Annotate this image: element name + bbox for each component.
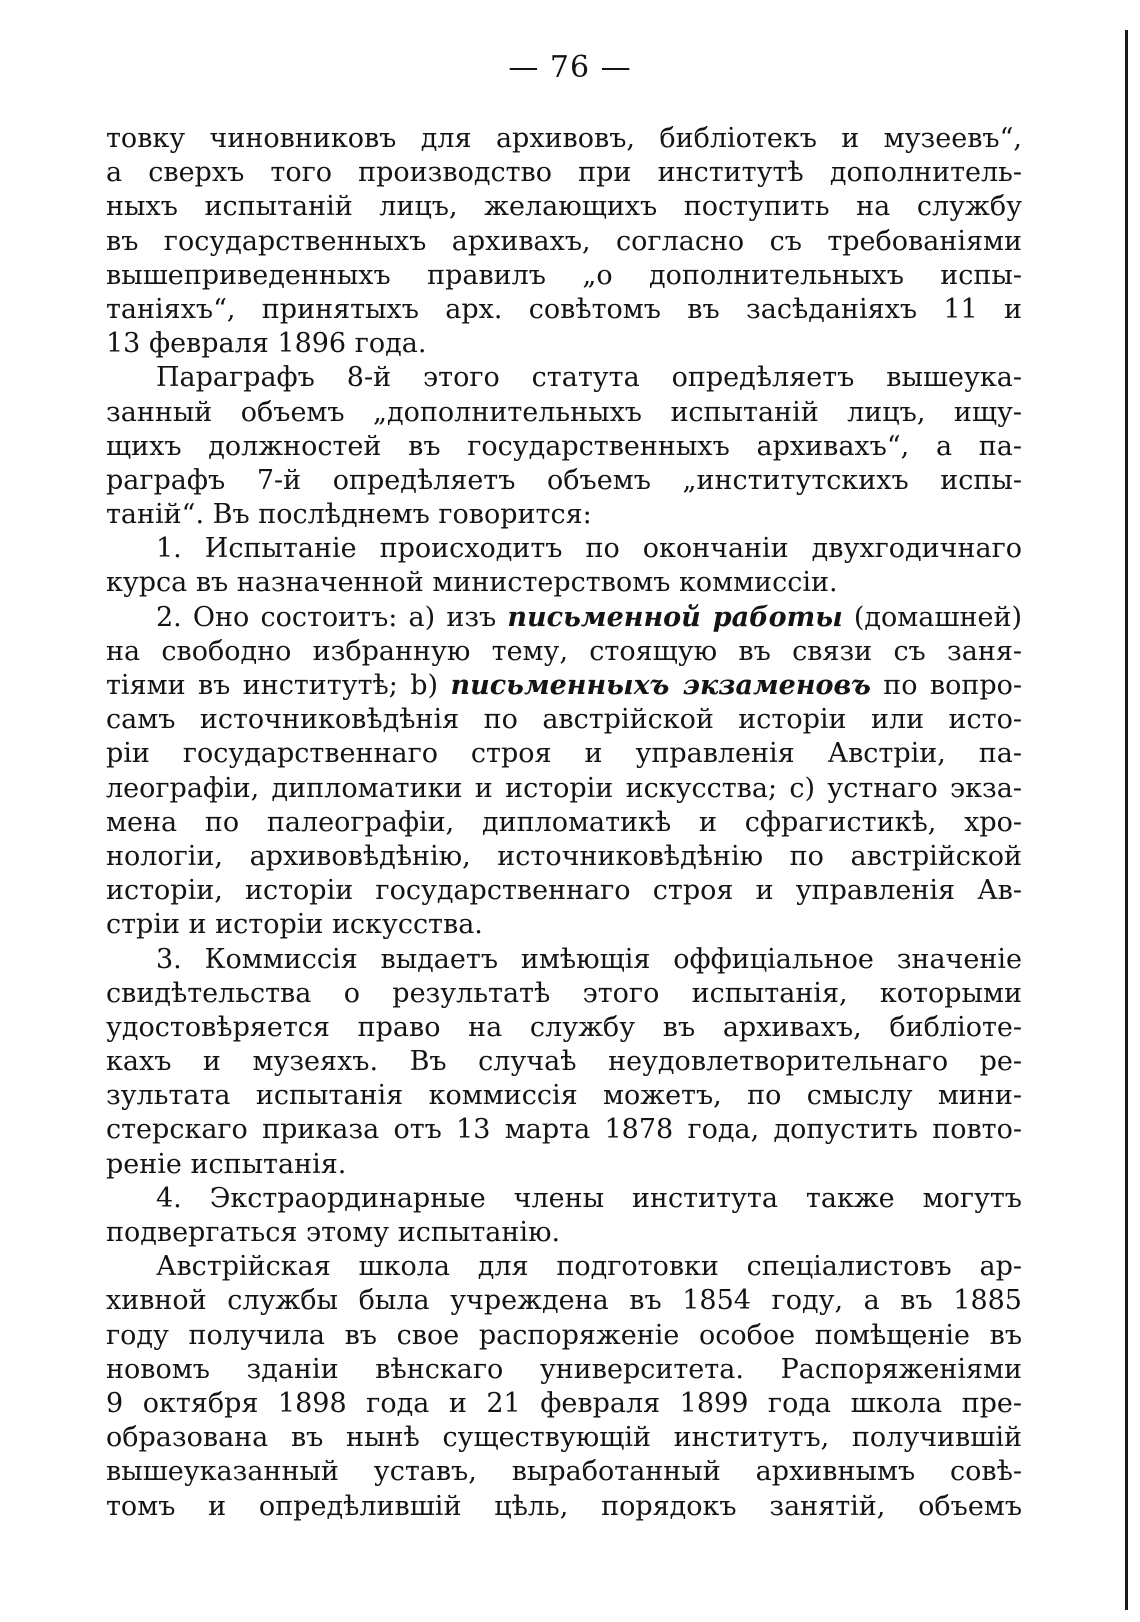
text-line: занный объемъ „дополнительныхъ испытаній лицъ, ищу- — [106, 396, 1022, 428]
text-line: таніяхъ“, принятыхъ арх. совѣтомъ въ засѣданіяхъ 11 и — [106, 293, 1022, 325]
text-line: щихъ должностей въ государственныхъ архивахъ“, а па- — [106, 430, 1022, 462]
text-line: Параграфъ 8-й этого статута опредѣляетъ вышеука- — [156, 362, 1022, 394]
text-run: по вопро- — [883, 670, 1022, 701]
text-line: на свободно избранную тему, стоящую въ связи съ заня- — [106, 635, 1022, 667]
text-line: въ государственныхъ архивахъ, согласно съ требованіями — [106, 225, 1022, 257]
emphasis-text: письменныхъ экзаменовъ — [450, 670, 871, 701]
text-line: товку чиновниковъ для архивовъ, библіотекъ и музеевъ“, — [106, 123, 1022, 154]
text-line: мена по палеографіи, дипломатикѣ и сфрагистикѣ, хро- — [106, 806, 1022, 838]
body-text — [106, 122, 1022, 1524]
page-edge-rule — [1125, 30, 1128, 1610]
text-line: самъ источниковѣдѣнія по австрійской исторіи или исто- — [106, 704, 1022, 736]
text-line: образована въ нынѣ существующій институтъ, получившій — [106, 1422, 1022, 1454]
text-line: 13 февраля 1896 года. — [106, 328, 427, 360]
text-run: 2. Оно состоитъ: а) изъ — [156, 601, 497, 633]
text-line: стерскаго приказа отъ 13 марта 1878 года, допустить повто- — [106, 1114, 1022, 1146]
text-line: году получила въ свое распоряженіе особое помѣщеніе въ — [106, 1319, 1022, 1351]
emphasis-text: письменной работы — [507, 601, 843, 633]
text-run: тіями въ институтѣ; b) — [106, 670, 439, 701]
text-line: 4. Экстраординарные члены института также могутъ — [156, 1182, 1022, 1214]
text-line: подвергаться этому испытанію. — [106, 1217, 561, 1248]
text-line: ріи государственнаго строя и управленія Австріи, па- — [106, 738, 1022, 770]
text-line: хивной службы была учреждена въ 1854 году, а въ 1885 — [106, 1285, 1022, 1317]
text-line: томъ и опредѣлившій цѣль, порядокъ занятій, объемъ — [106, 1490, 1022, 1522]
text-line: нологіи, архивовѣдѣнію, источниковѣдѣнію по австрійской — [106, 840, 1022, 872]
text-line: новомъ зданіи вѣнскаго университета. Распоряженіями — [106, 1353, 1022, 1385]
text-run: (домашней) — [853, 601, 1022, 633]
text-line: исторіи, исторіи государственнаго строя и управленія Ав- — [106, 875, 1022, 907]
text-line: раграфъ 7-й опредѣляетъ объемъ „институтскихъ испы- — [106, 464, 1022, 496]
text-line: свидѣтельства о результатѣ этого испытанія, которыми — [106, 977, 1022, 1009]
text-line: кахъ и музеяхъ. Въ случаѣ неудовлетворительнаго ре- — [106, 1046, 1022, 1078]
text-line: удостовѣряется право на службу въ архивахъ, библіоте- — [106, 1011, 1022, 1043]
text-line — [106, 601, 1022, 635]
text-line: реніе испытанія. — [106, 1148, 347, 1180]
text-line — [106, 669, 1022, 703]
text-line: вышеуказанный уставъ, выработанный архивнымъ совѣ- — [106, 1456, 1022, 1488]
page-number: — 76 — — [508, 50, 632, 85]
text-line: Австрійская школа для подготовки спеціалистовъ ар- — [156, 1251, 1022, 1283]
text-line: стріи и исторіи искусства. — [106, 909, 483, 941]
text-line: 1. Испытаніе происходитъ по окончаніи двухгодичнаго — [156, 533, 1022, 565]
text-line: а сверхъ того производство при институтѣ дополнитель- — [106, 157, 1022, 189]
text-line: вышеприведенныхъ правилъ „о дополнительныхъ испы- — [106, 259, 1022, 291]
text-line: 3. Коммиссія выдаетъ имѣющія оффиціальное значеніе — [156, 943, 1022, 975]
text-line: курса въ назначенной министерствомъ коммиссіи. — [106, 567, 838, 599]
text-line: 9 октября 1898 года и 21 февраля 1899 года школа пре- — [106, 1387, 1022, 1419]
text-line: ныхъ испытаній лицъ, желающихъ поступить на службу — [106, 191, 1022, 223]
text-line: леографіи, дипломатики и исторіи искусства; с) устнаго экза- — [106, 772, 1022, 804]
text-line: зультата испытанія коммиссія можетъ, по смыслу мини- — [106, 1080, 1022, 1112]
text-line: таній“. Въ послѣднемъ говорится: — [106, 499, 592, 531]
